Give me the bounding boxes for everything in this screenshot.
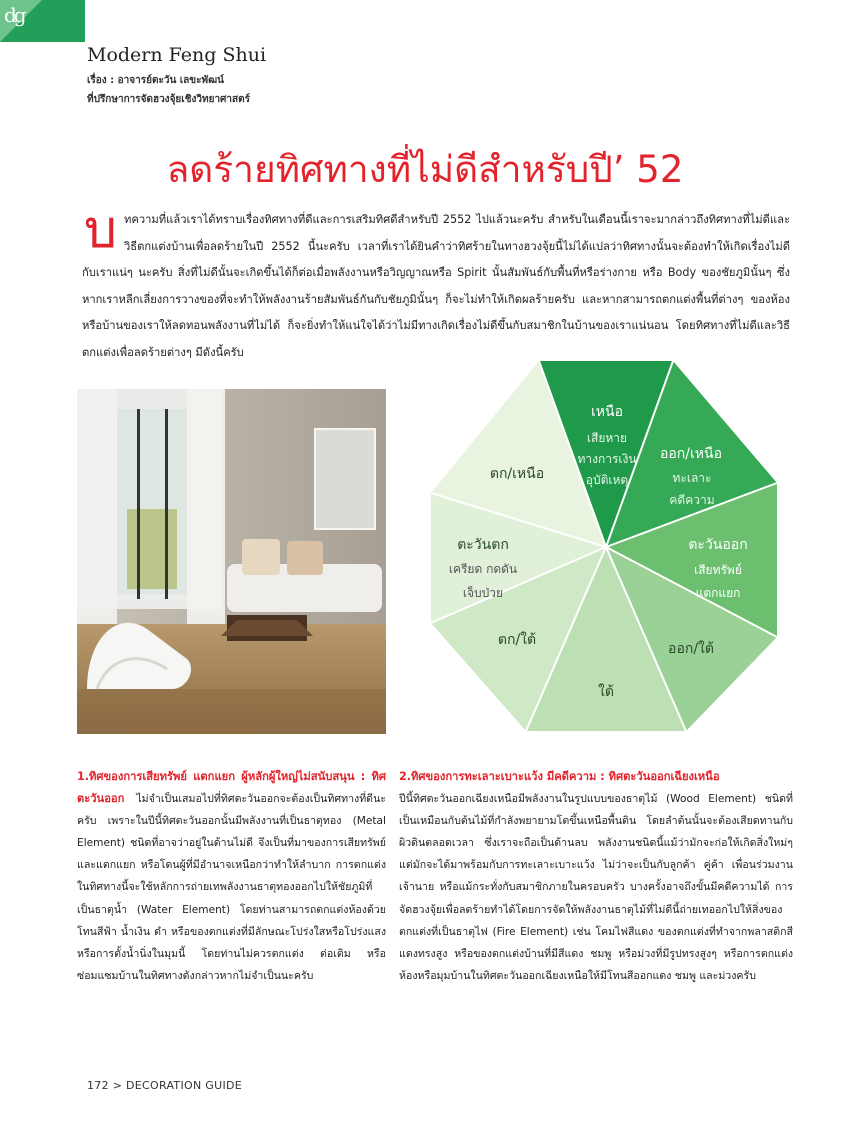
section-east-heading: 1.ทิศของการเสียทรัพย์ แตกแยก ผู้หลักผู้ใหญ่ไม่สนับสนุน : ทิศตะวันออก	[77, 770, 386, 806]
direction-octagon-diagram	[421, 359, 791, 733]
section-east	[77, 766, 386, 987]
label-northwest: ตก/เหนือ	[489, 466, 545, 482]
label-northeast-effect-1: ทะเลาะ	[672, 471, 712, 485]
label-west: ตะวันตก	[457, 537, 509, 553]
section-title: Modern Feng Shui	[87, 44, 267, 66]
label-north-effect-3: อุบัติเหตุ	[585, 473, 629, 487]
label-east: ตะวันออก	[688, 537, 748, 553]
logo-text: dg	[4, 3, 24, 27]
label-east-effect-1: เสียทรัพย์	[694, 563, 742, 577]
byline-author: เรื่อง : อาจารย์ตะวัน เลขะพัฒน์	[87, 75, 224, 86]
drop-cap: บ	[84, 200, 118, 260]
label-west-effect-1: เครียด กดดัน	[448, 562, 518, 576]
section-northeast-heading: 2.ทิศของการทะเลาะเบาะแว้ง มีคดีความ : ทิศตะวันออกเฉียงเหนือ	[399, 770, 720, 783]
section-east-body: ไม่จำเป็นเสมอไปที่ทิศตะวันออกจะต้องเป็นทิศทางที่ดีนะครับ เพราะในปีนี้ทิศตะวันออกนั้นมีพลังงานที่เป็นธาตุทอง (Metal Element) ชนิดที่อาจว่าอยู่ในด้านไม่ดี จึงเป็นที่มาของการเสียทรัพย์และแตกแยก หรือโดนผู้ที่มีอำนาจเหนือกว่าทำให้ลำบาก การตกแต่งในทิศทางนี้จะใช้หลักการถ่ายเทพลังงานธาตุทองออกไปให้ชัยภูมิที่เป็นธาตุน้ำ (Water Element) โดยท่านสามารถตกแต่งห้องด้วยโทนสีฟ้า น้ำเงิน ดำ หรือของตกแต่งที่มีลักษณะโปร่งใสหรือโปร่งแสง หรือการตั้งน้ำนิ่งในมุมนี้ โดยท่านไม่ควรตกแต่ง ต่อเติม หรือซ่อมแซมบ้านในทิศทางดังกล่าวหากไม่จำเป็นนะครับ	[77, 793, 386, 982]
label-south: ใต้	[598, 684, 614, 700]
magazine-logo	[0, 0, 85, 42]
label-northeast-effect-2: คดีความ	[669, 493, 715, 507]
intro-paragraph	[82, 207, 790, 367]
label-northeast: ออก/เหนือ	[659, 446, 723, 462]
page-footer: 172 > DECORATION GUIDE	[87, 1079, 243, 1092]
label-north: เหนือ	[591, 404, 623, 420]
label-southeast: ออก/ใต้	[668, 641, 714, 657]
section-northeast-body: ปีนี้ทิศตะวันออกเฉียงเหนือมีพลังงานในรูปแบบของธาตุไม้ (Wood Element) ชนิดที่เป็นเหมือนกับต้นไม้ที่กำลังพยายามโตขึ้นเหนือพื้นดิน โดยลำต้นนั้นจะต้องเสียดทานกับผิวดินตลอดเวลา ซึ่งเราจะถือเป็นด้านลบ พลังงานชนิดนี้แม้ว่ามักจะก่อให้เกิดสิ่งใหม่ๆ แต่มักจะได้มาพร้อมกับการทะเลาะเบาะแว้ง ไม่ว่าจะเป็นกับลูกค้า คู่ค้า เพื่อนร่วมงาน เจ้านาย หรือแม้กระทั่งกับสมาชิกภายในครอบครัว บางครั้งอาจถึงขั้นมีคดีความได้ การจัดฮวงจุ้ยเพื่อลดร้ายทำได้โดยการจัดให้พลังงานธาตุไม้ที่ไม่ดีนี้ถ่ายเทออกไปให้สิ่งของตกแต่งที่เป็นธาตุไฟ (Fire Element) เช่น โคมไฟสีแดง ของตกแต่งที่ทำจากพลาสติกสีแดงทรงสูง หรือของตกแต่งบ้านที่มีสีแดง ชมพู หรือม่วงที่มีรูปทรงสูงๆ หรือการตกแต่งห้องหรือมุมบ้านในทิศตะวันออกเฉียงเหนือให้มีโทนสีออกแดง ชมพู และม่วงครับ	[399, 793, 793, 982]
section-northeast	[399, 766, 793, 987]
label-north-effect-2: ทางการเงิน	[577, 452, 637, 466]
label-southwest: ตก/ใต้	[497, 632, 537, 648]
label-west-effect-2: เจ็บป่วย	[462, 586, 504, 600]
living-room-photo	[77, 389, 386, 734]
article-title: ลดร้ายทิศทางที่ไม่ดีสำหรับปี’ 52	[166, 148, 684, 191]
byline	[87, 71, 250, 109]
label-east-effect-2: แตกแยก	[695, 586, 741, 600]
byline-role: ที่ปรึกษาการจัดฮวงจุ้ยเชิงวิทยาศาสตร์	[87, 94, 250, 105]
label-north-effect-1: เสียหาย	[586, 431, 628, 445]
intro-text: ทความที่แล้วเราได้ทราบเรื่องทิศทางที่ดีและการเสริมทิศดีสำหรับปี 2552 ไปแล้วนะครับ สำหรับในเดือนนี้เราจะมากล่าวถึงทิศทางที่ไม่ดีและวิธีตกแต่งบ้านเพื่อลดร้ายในปี 2552 นี้นะครับ เวลาที่เราได้ยินคำว่าทิศร้ายในทางฮวงจุ้ยนี้ไม่ได้แปลว่าทิศทางนั้นจะต้องทำให้เกิดเรื่องไม่ดีกับเราแน่ๆ นะครับ สิ่งที่ไม่ดีนั้นจะเกิดขึ้นได้ก็ต่อเมื่อพลังงานหรือวิญญาณหรือ Spirit นั้นสัมพันธ์กับพื้นที่หรือร่างกาย หรือ Body ของชัยภูมินั้นๆ ซึ่งหากเราหลีกเลี่ยงการวางของที่จะทำให้พลังงานร้ายสัมพันธ์กันกับชัยภูมินั้นๆ ก็จะไม่ทำให้เกิดผลร้ายครับ และหากสามารถตกแต่งพื้นที่ต่างๆ ของห้องหรือบ้านของเราให้ลดทอนพลังงานที่ไม่ได้ ก็จะยิ่งทำให้แน่ใจได้ว่าไม่มีทางเกิดเรื่องไม่ดีขึ้นกับสมาชิกในบ้านของเราแน่นอน โดยทิศทางที่ไม่ดีและวิธีตกแต่งเพื่อลดร้ายต่างๆ มีดังนี้ครับ	[82, 213, 790, 359]
